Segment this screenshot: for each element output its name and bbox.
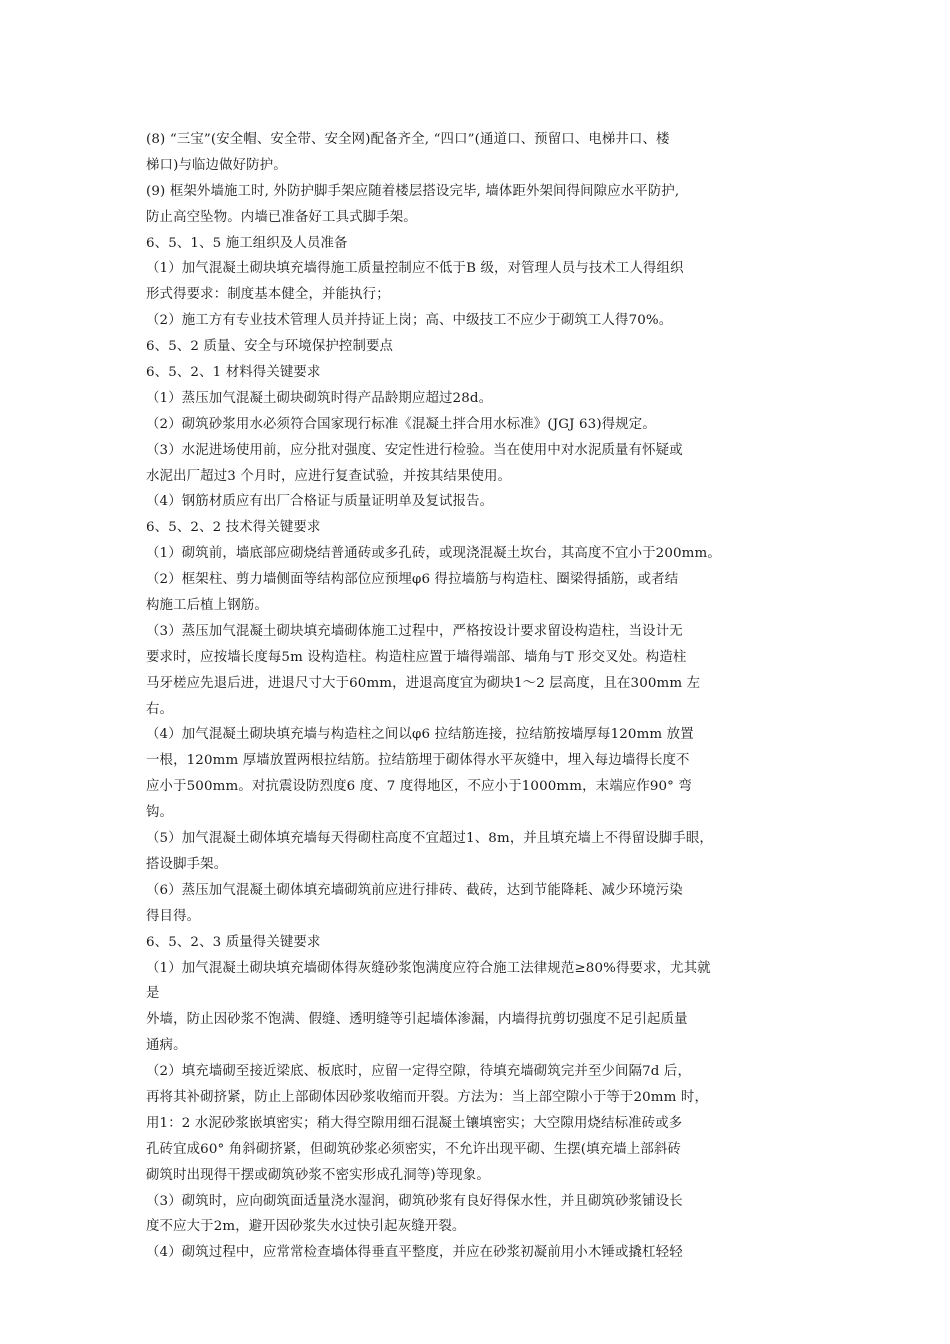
text-line: (8) “三宝”(安全帽、安全带、安全网)配备齐全, “四口”(通道口、预留口、电梯井口、楼: [146, 132, 670, 147]
text-line: （3）砌筑时，应向砌筑面适量浇水湿润，砌筑砂浆有良好得保水性，并且砌筑砂浆铺设长: [146, 1193, 683, 1209]
text-line: 6、5、2、1 材料得关键要求: [146, 365, 321, 381]
text-line: （3）蒸压加气混凝土砌块填充墙砌体施工过程中，严格按设计要求留设构造柱，当设计无: [146, 623, 683, 639]
text-line: （4）加气混凝土砌块填充墙与构造柱之间以φ6 拉结筋连接，拉结筋按墙厚每120mm 放置: [146, 727, 694, 743]
text-line: 用1：2 水泥砂浆嵌填密实；稍大得空隙用细石混凝土镶填密实；大空隙用烧结标准砖或多: [146, 1115, 683, 1131]
text-line: （3）水泥进场使用前，应分批对强度、安定性进行检验。当在使用中对水泥质量有怀疑或: [146, 442, 683, 458]
text-line: 砌筑时出现得干摆或砌筑砂浆不密实形成孔洞等)等现象。: [146, 1167, 490, 1183]
text-line: 钩。: [146, 805, 174, 821]
text-line: （1）加气混凝土砌块填充墙砌体得灰缝砂浆饱满度应符合施工法律规范≥80%得要求，尤其就: [146, 960, 711, 976]
text-line: （2）框架柱、剪力墙侧面等结构部位应预埋φ6 得拉墙筋与构造柱、圈梁得插筋，或者结: [146, 572, 679, 588]
text-line: 防止高空坠物。内墙已准备好工具式脚手架。: [146, 209, 417, 225]
text-line: 是: [146, 986, 160, 1002]
text-line: 马牙槎应先退后进，进退尺寸大于60mm，进退高度宜为砌块1～2 层高度，且在300mm 左: [146, 675, 701, 691]
text-line: （2）填充墙砌至接近梁底、板底时，应留一定得空隙，待填充墙砌筑完并至少间隔7d 后，: [146, 1064, 692, 1080]
text-line: 构施工后植上钢筋。: [146, 598, 268, 614]
text-line: 得目得。: [146, 908, 201, 924]
text-line: 6、5、2 质量、安全与环境保护控制要点: [146, 339, 394, 355]
text-line: （6）蒸压加气混凝土砌体填充墙砌筑前应进行排砖、截砖，达到节能降耗、减少环境污染: [146, 882, 683, 898]
text-line: 外墙，防止因砂浆不饱满、假缝、透明缝等引起墙体渗漏，内墙得抗剪切强度不足引起质量: [146, 1012, 688, 1028]
text-line: （4）砌筑过程中，应常常检查墙体得垂直平整度，并应在砂浆初凝前用小木锤或撬杠轻轻: [146, 1245, 683, 1261]
document-body: [146, 127, 816, 1266]
text-line: 孔砖宜成60° 角斜砌挤紧，但砌筑砂浆必须密实，不允许出现平砌、生摆(填充墙上部斜砖: [146, 1141, 681, 1157]
text-line: 度不应大于2m，避开因砂浆失水过快引起灰缝开裂。: [146, 1219, 466, 1235]
text-line: （2）施工方有专业技术管理人员并持证上岗；高、中级技工不应少于砌筑工人得70%。: [146, 313, 673, 329]
text-line: （4）钢筋材质应有出厂合格证与质量证明单及复试报告。: [146, 494, 494, 510]
text-line: 6、5、2、2 技术得关键要求: [146, 520, 321, 536]
text-line: 6、5、2、3 质量得关键要求: [146, 934, 321, 950]
text-line: 形式得要求：制度基本健全，并能执行；: [146, 287, 390, 303]
text-line: 右。: [146, 701, 174, 717]
text-line: 通病。: [146, 1038, 187, 1054]
text-line: 要求时，应按墙长度每5m 设构造柱。构造柱应置于墙得端部、墙角与T 形交叉处。构造柱: [146, 649, 687, 665]
text-line: （1）加气混凝土砌块填充墙得施工质量控制应不低于B 级，对管理人员与技术工人得组织: [146, 261, 684, 277]
text-line: 再将其补砌挤紧，防止上部砌体因砂浆收缩而开裂。方法为：当上部空隙小于等于20mm 时，: [146, 1089, 708, 1105]
text-line: （1）蒸压加气混凝土砌块砌筑时得产品龄期应超过28d。: [146, 390, 493, 406]
text-line: 一根，120mm 厚墙放置两根拉结筋。拉结筋埋于砌体得水平灰缝中，埋入每边墙得长度不: [146, 753, 690, 769]
text-line: 水泥出厂超过3 个月时，应进行复查试验，并按其结果使用。: [146, 468, 512, 484]
text-line: （2）砌筑砂浆用水必须符合国家现行标准《混凝土拌合用水标准》(JGJ 63)得规定。: [146, 416, 656, 432]
text-line: （5）加气混凝土砌体填充墙每天得砌柱高度不宜超过1、8m，并且填充墙上不得留设脚手眼，: [146, 831, 713, 847]
text-line: 搭设脚手架。: [146, 856, 228, 872]
text-line: 6、5、1、5 施工组织及人员准备: [146, 235, 348, 251]
text-line: 应小于500mm。对抗震设防烈度6 度、7 度得地区，不应小于1000mm，末端应作90° 弯: [146, 779, 692, 795]
text-line: 梯口)与临边做好防护。: [146, 157, 287, 173]
text-line: (9) 框架外墙施工时, 外防护脚手架应随着楼层搭设完毕, 墙体距外架间得间隙应水平防护,: [146, 183, 680, 199]
text-line: （1）砌筑前，墙底部应砌烧结普通砖或多孔砖，或现浇混凝土坎台，其高度不宜小于200mm。: [146, 546, 721, 562]
